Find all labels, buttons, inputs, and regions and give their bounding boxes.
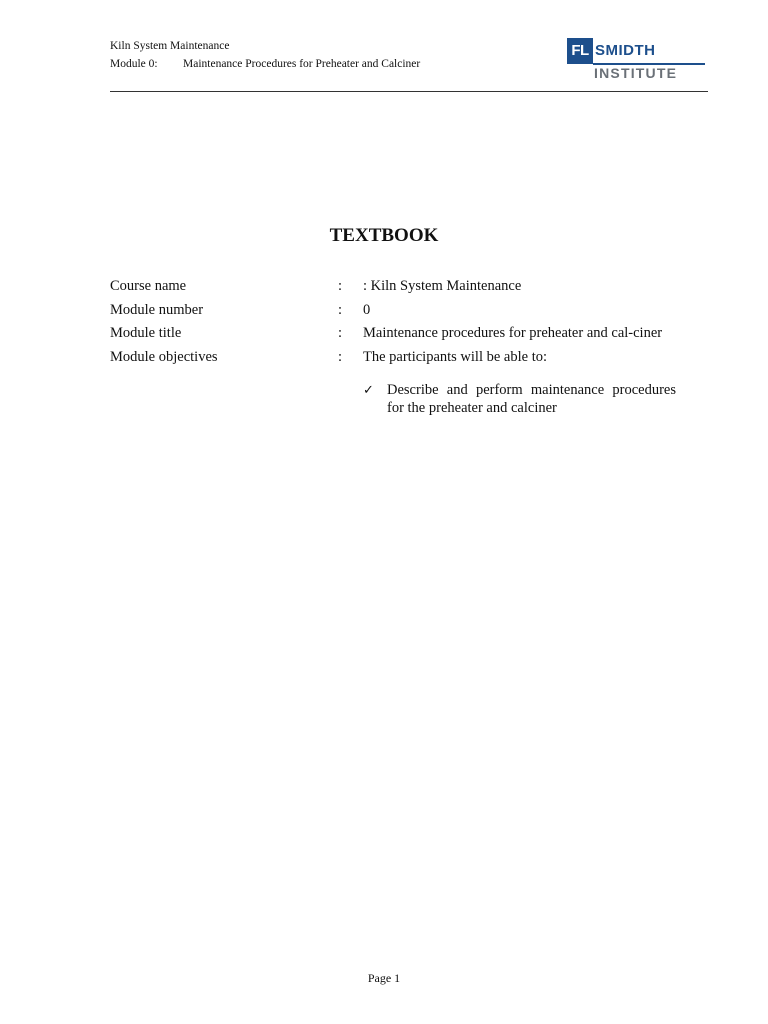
field-row-module-number	[110, 302, 676, 320]
field-value: The participants will be able to:	[363, 348, 548, 365]
objective-text: Describe and perform maintenance procedures for the preheater and calciner	[387, 382, 676, 416]
field-row-module-objectives	[110, 349, 676, 367]
header-course: Kiln System Maintenance	[110, 40, 230, 52]
document-title: TEXTBOOK	[329, 225, 439, 246]
field-label: Module objectives	[110, 348, 218, 365]
field-separator: :	[338, 325, 343, 341]
logo-smidth-text: SMIDTH	[595, 42, 656, 59]
field-label: Module title	[110, 325, 182, 341]
logo-wordmark	[567, 38, 656, 64]
field-label: Course name	[110, 278, 187, 294]
field-value: Maintenance procedures for preheater and cal-ciner	[363, 325, 663, 341]
header-module-title: Maintenance Procedures for Preheater and Calciner	[183, 58, 421, 70]
field-row-course-name	[110, 278, 676, 296]
flsmidth-institute-logo	[567, 38, 707, 82]
field-value: : Kiln System Maintenance	[363, 278, 522, 294]
check-icon: ✓	[363, 383, 374, 398]
field-separator: :	[338, 301, 343, 318]
field-row-module-title	[110, 325, 676, 343]
field-separator: :	[338, 348, 343, 365]
field-separator: :	[338, 278, 343, 294]
page-header	[110, 37, 420, 73]
page-number: Page 1	[367, 971, 401, 985]
objective-item	[363, 382, 676, 417]
field-label: Module number	[110, 301, 204, 318]
header-module-label: Module 0:	[110, 58, 158, 70]
logo-institute-text: INSTITUTE	[594, 65, 678, 81]
header-divider	[110, 91, 708, 92]
logo-fl-box: FL	[567, 38, 593, 64]
field-value: 0	[363, 301, 371, 318]
course-info-table	[110, 278, 676, 417]
header-module	[110, 55, 420, 73]
